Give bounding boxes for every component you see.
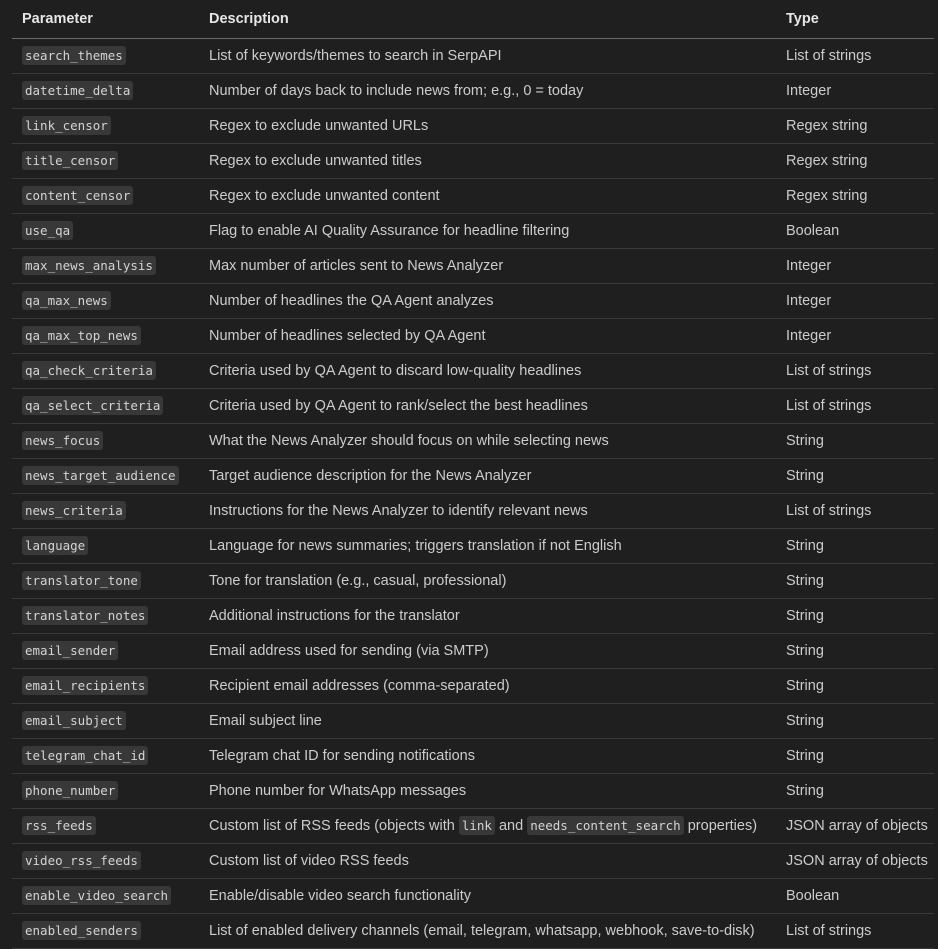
param-code: qa_check_criteria: [22, 361, 156, 380]
table-row: [12, 739, 934, 774]
param-cell: [12, 424, 199, 459]
description-cell: Email subject line: [199, 704, 776, 739]
param-cell: [12, 564, 199, 599]
type-cell: List of strings: [776, 389, 934, 424]
inline-code-needs-content-search: needs_content_search: [527, 816, 684, 835]
param-code: enable_video_search: [22, 886, 171, 905]
description-cell: Language for news summaries; triggers translation if not English: [199, 529, 776, 564]
param-code: search_themes: [22, 46, 126, 65]
param-cell: [12, 774, 199, 809]
description-cell: [199, 809, 776, 844]
param-code: datetime_delta: [22, 81, 133, 100]
type-cell: Boolean: [776, 214, 934, 249]
param-cell: [12, 179, 199, 214]
description-cell: Regex to exclude unwanted titles: [199, 144, 776, 179]
type-cell: String: [776, 739, 934, 774]
description-cell: Enable/disable video search functionality: [199, 879, 776, 914]
type-cell: String: [776, 424, 934, 459]
type-cell: List of strings: [776, 914, 934, 949]
param-cell: [12, 809, 199, 844]
param-code: email_sender: [22, 641, 118, 660]
table-row: [12, 459, 934, 494]
type-cell: String: [776, 669, 934, 704]
param-cell: [12, 389, 199, 424]
param-cell: [12, 354, 199, 389]
param-cell: [12, 319, 199, 354]
table-row: [12, 774, 934, 809]
param-cell: [12, 529, 199, 564]
table-row: [12, 319, 934, 354]
param-code: news_criteria: [22, 501, 126, 520]
type-cell: String: [776, 564, 934, 599]
description-cell: Phone number for WhatsApp messages: [199, 774, 776, 809]
param-code: news_target_audience: [22, 466, 179, 485]
description-cell: Tone for translation (e.g., casual, professional): [199, 564, 776, 599]
description-cell: What the News Analyzer should focus on while selecting news: [199, 424, 776, 459]
description-cell: Number of days back to include news from; e.g., 0 = today: [199, 74, 776, 109]
param-cell: [12, 844, 199, 879]
type-cell: List of strings: [776, 494, 934, 529]
table-row: [12, 249, 934, 284]
table-row: [12, 914, 934, 949]
table-row: [12, 354, 934, 389]
parameters-table: [12, 0, 934, 949]
table-row: [12, 809, 934, 844]
param-cell: [12, 214, 199, 249]
description-cell: Number of headlines the QA Agent analyzes: [199, 284, 776, 319]
param-code: link_censor: [22, 116, 111, 135]
inline-code-link: link: [459, 816, 495, 835]
description-text: and: [494, 818, 528, 834]
param-code: max_news_analysis: [22, 256, 156, 275]
type-cell: Regex string: [776, 179, 934, 214]
table-row: [12, 844, 934, 879]
param-cell: [12, 879, 199, 914]
description-cell: Criteria used by QA Agent to rank/select the best headlines: [199, 389, 776, 424]
param-code: email_recipients: [22, 676, 148, 695]
description-cell: Target audience description for the News Analyzer: [199, 459, 776, 494]
param-code: qa_max_news: [22, 291, 111, 310]
description-text: Custom list of RSS feeds (objects with: [209, 818, 459, 834]
header-type: Type: [776, 0, 934, 39]
param-cell: [12, 74, 199, 109]
header-parameter: Parameter: [12, 0, 199, 39]
description-cell: Instructions for the News Analyzer to identify relevant news: [199, 494, 776, 529]
param-cell: [12, 599, 199, 634]
table-row: [12, 494, 934, 529]
type-cell: Regex string: [776, 144, 934, 179]
param-cell: [12, 704, 199, 739]
table-row: [12, 284, 934, 319]
type-cell: JSON array of objects: [776, 809, 934, 844]
param-cell: [12, 249, 199, 284]
description-cell: Regex to exclude unwanted content: [199, 179, 776, 214]
table-row: [12, 564, 934, 599]
param-code: translator_tone: [22, 571, 141, 590]
param-code: news_focus: [22, 431, 103, 450]
description-cell: Recipient email addresses (comma-separated): [199, 669, 776, 704]
type-cell: List of strings: [776, 354, 934, 389]
param-cell: [12, 109, 199, 144]
description-cell: Criteria used by QA Agent to discard low-quality headlines: [199, 354, 776, 389]
type-cell: String: [776, 459, 934, 494]
table-row: [12, 669, 934, 704]
type-cell: String: [776, 774, 934, 809]
table-row: [12, 214, 934, 249]
param-code: title_censor: [22, 151, 118, 170]
table-row: [12, 389, 934, 424]
table-row: [12, 704, 934, 739]
param-code: email_subject: [22, 711, 126, 730]
type-cell: Integer: [776, 284, 934, 319]
param-cell: [12, 669, 199, 704]
type-cell: List of strings: [776, 39, 934, 74]
param-cell: [12, 494, 199, 529]
description-cell: Flag to enable AI Quality Assurance for headline filtering: [199, 214, 776, 249]
description-text: properties): [683, 818, 758, 834]
type-cell: Integer: [776, 319, 934, 354]
table-row: [12, 74, 934, 109]
param-cell: [12, 144, 199, 179]
table-row: [12, 424, 934, 459]
param-cell: [12, 634, 199, 669]
param-cell: [12, 39, 199, 74]
table-row: [12, 39, 934, 74]
table-row: [12, 144, 934, 179]
table-row: [12, 879, 934, 914]
param-code: translator_notes: [22, 606, 148, 625]
description-cell: Custom list of video RSS feeds: [199, 844, 776, 879]
description-cell: Telegram chat ID for sending notifications: [199, 739, 776, 774]
type-cell: Regex string: [776, 109, 934, 144]
param-cell: [12, 459, 199, 494]
description-cell: Additional instructions for the translator: [199, 599, 776, 634]
header-description: Description: [199, 0, 776, 39]
table-header: [12, 0, 934, 39]
header-row: [12, 0, 934, 39]
type-cell: String: [776, 599, 934, 634]
type-cell: String: [776, 634, 934, 669]
param-cell: [12, 284, 199, 319]
description-cell: Number of headlines selected by QA Agent: [199, 319, 776, 354]
param-code: qa_max_top_news: [22, 326, 141, 345]
type-cell: JSON array of objects: [776, 844, 934, 879]
description-cell: Email address used for sending (via SMTP): [199, 634, 776, 669]
description-cell: Regex to exclude unwanted URLs: [199, 109, 776, 144]
table-row: [12, 109, 934, 144]
description-cell: Max number of articles sent to News Analyzer: [199, 249, 776, 284]
param-code: telegram_chat_id: [22, 746, 148, 765]
param-code: phone_number: [22, 781, 118, 800]
param-code: video_rss_feeds: [22, 851, 141, 870]
table-row: [12, 599, 934, 634]
type-cell: Boolean: [776, 879, 934, 914]
type-cell: String: [776, 529, 934, 564]
param-code: enabled_senders: [22, 921, 141, 940]
param-code: content_censor: [22, 186, 133, 205]
param-code: language: [22, 536, 88, 555]
type-cell: String: [776, 704, 934, 739]
table-body: [12, 39, 934, 949]
type-cell: Integer: [776, 249, 934, 284]
param-code: qa_select_criteria: [22, 396, 163, 415]
description-cell: List of enabled delivery channels (email, telegram, whatsapp, webhook, save-to-disk): [199, 914, 776, 949]
description-cell: List of keywords/themes to search in SerpAPI: [199, 39, 776, 74]
table-row: [12, 179, 934, 214]
param-code: use_qa: [22, 221, 73, 240]
param-code: rss_feeds: [22, 816, 96, 835]
type-cell: Integer: [776, 74, 934, 109]
param-cell: [12, 914, 199, 949]
table-row: [12, 529, 934, 564]
param-cell: [12, 739, 199, 774]
table-row: [12, 634, 934, 669]
